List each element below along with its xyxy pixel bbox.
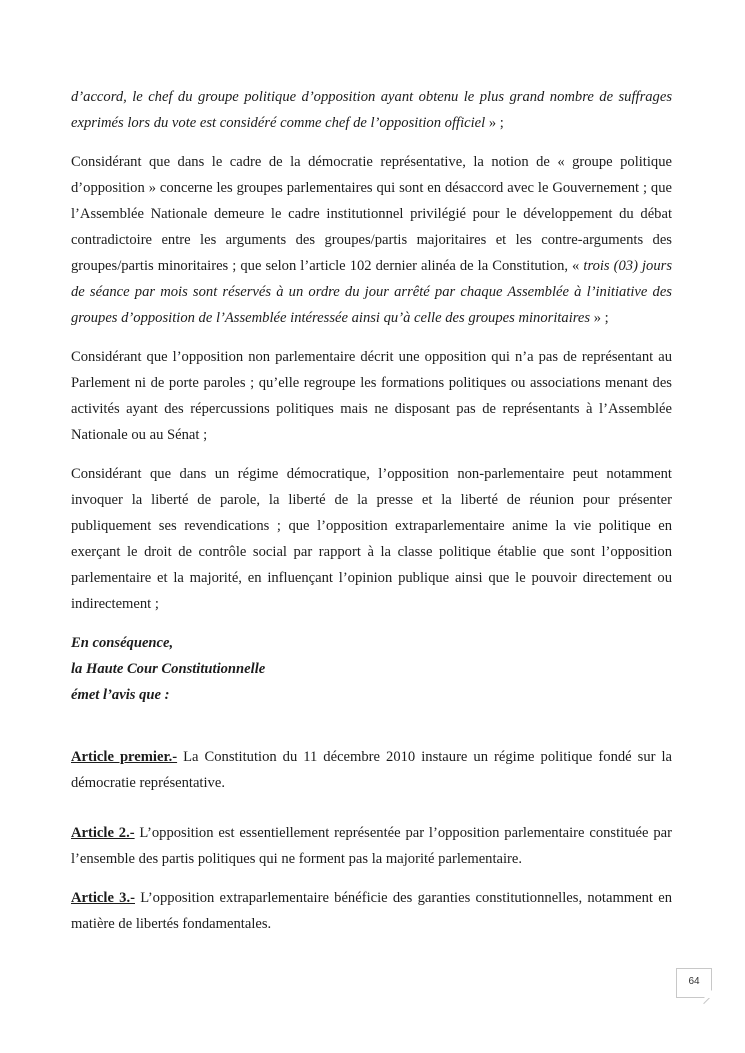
article-2 (71, 820, 672, 872)
decision-heading (71, 630, 672, 708)
article-1 (71, 744, 672, 796)
article-3 (71, 885, 672, 937)
article-text: La Constitution du 11 décembre 2010 instaure un régime politique fondé sur la démocratie représentative. (71, 749, 673, 791)
quoted-text: d’accord, le chef du groupe politique d’opposition ayant obtenu le plus grand nombre de suffrages exprimés lors du vote est considéré comme chef de l’opposition officiel (71, 89, 672, 131)
paragraph-non-parliamentary-opposition: Considérant que l’opposition non parlementaire décrit une opposition qui n’a pas de représentant au Parlement ni de porte paroles ; qu’elle regroupe les formations politiques ou associations menant des activités ayant des répercussions politiques mais ne disposant pas de représentants à l’Assemblée Nationale ou au Sénat ; (71, 349, 672, 443)
quoted-text: trois (03) jours de séance par mois sont réservés à un ordre du jour arrêté par chaque Assemblée à l’initiative des groupes d’opposition de l’Assemblée intéressée ainsi qu’à celle des groupes minoritaires (71, 258, 672, 326)
article-label: Article 2.- (71, 825, 135, 841)
article-label: Article 3.- (71, 890, 135, 906)
document-body (71, 84, 672, 937)
paragraph-parliamentary-opposition (71, 149, 672, 331)
heading-line-opinion: émet l’avis que : (71, 687, 170, 703)
quote-close: » ; (485, 115, 504, 131)
article-text: L’opposition est essentiellement représentée par l’opposition parlementaire constituée par l’ensemble des partis politiques qui ne forment pas la majorité parlementaire. (71, 825, 672, 867)
article-label: Article premier.- (71, 749, 178, 765)
paragraph-opposition-leader (71, 84, 672, 136)
article-text: L’opposition extraparlementaire bénéficie des garanties constitutionnelles, notamment en matière de libertés fondamentales. (71, 890, 672, 932)
page-number: 64 (676, 968, 712, 998)
paragraph-democratic-regime: Considérant que dans un régime démocratique, l’opposition non-parlementaire peut notamment invoquer la liberté de parole, la liberté de la presse et la liberté de réunion pour présenter publiquement ses revendications ; que l’opposition extraparlementaire anime la vie politique en exerçant le droit de contrôle social par rapport à la classe politique établie que sont l’opposition parlementaire et la majorité, en influençant l’opinion publique ainsi que le pouvoir directement ou indirectement ; (71, 466, 672, 612)
quote-close: » ; (590, 310, 609, 326)
heading-line-court: la Haute Cour Constitutionnelle (71, 661, 266, 677)
paragraph-text: Considérant que dans le cadre de la démocratie représentative, la notion de « groupe politique d’opposition » concerne les groupes parlementaires qui sont en désaccord avec le Gouvernement ; que l’Assemblée Nationale demeure le cadre institutionnel privilégié pour le développement du débat contradictoire entre les arguments des groupes/partis majoritaires et les contre-arguments des groupes/partis minoritaires ; que selon l’article 102 dernier alinéa de la Constitution, « (71, 154, 672, 274)
heading-line-consequence: En conséquence, (71, 635, 174, 651)
